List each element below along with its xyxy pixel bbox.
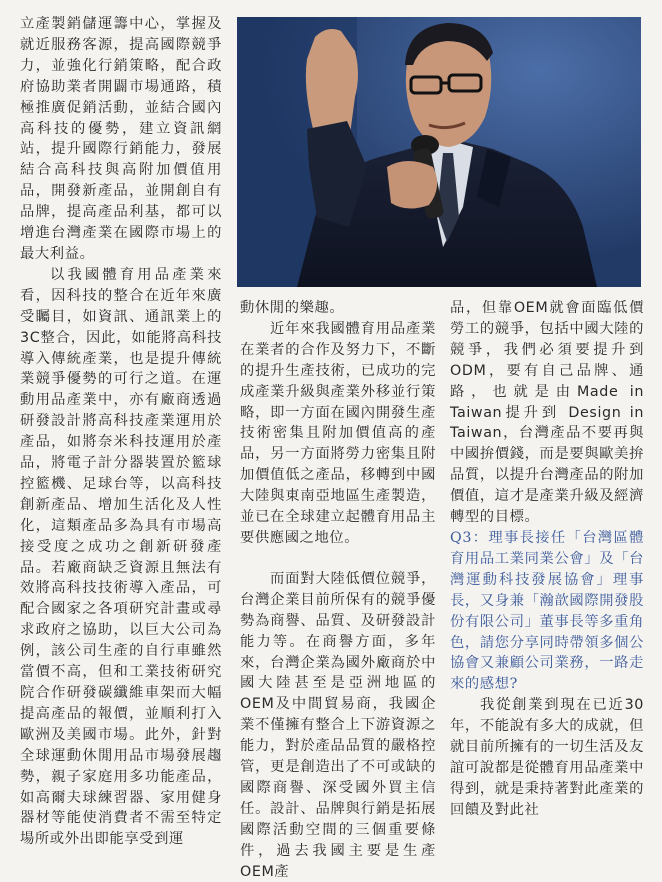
text-column-3: [450, 298, 644, 821]
text-column-2: [240, 298, 436, 882]
paragraph: 近年來我國體育用品產業在業者的合作及努力下，不斷的提升生產技術，已成功的完成產業升級與產業外移並行策略，即一方面在國內開發生產技術密集且附加價值高的產品，另一方面將勞力密集且附加價值低之產品，移轉到中國大陸與東南亞地區生產製造，並已在全球建立起體育用品主要供應國之地位。: [240, 320, 436, 546]
speaker-photo: [237, 17, 641, 287]
paragraph: 以我國體育用品產業來看，因科技的整合在近年來廣受矚目，如資訊、通訊業上的3C整合，因此，如能將高科技導入傳統產業，也是提升傳統業競爭優勢的可行之道。在運動用品產業中，亦有廠商透過研發設計將高科技產業運用於產品，如將奈米科技運用於產品，將電子計分器裝置於籃球控籃機、足球台等，以高科技創新產品、增加生活化及人性化，這類產品多為具有市場高接受度之成功之創新研發產品。若廠商缺乏資源且無法有效將高科技技術導入產品，可配合國家之各項研究計畫或尋求政府之協助，以巨大公司為例，該公司生產的自行車雖然當價不高，但和工業技術研究院合作研發碳纖維車架而大幅提高產品的報價，並順利打入歐洲及美國市場。此外，針對全球運動休閒用品市場發展趨勢，親子家庭用多功能產品，如高爾夫球練習器、家用健身器材等能使消費者不需至特定場所或外出即能享受到運: [20, 266, 222, 848]
paragraph: 而面對大陸低價位競爭，台灣企業目前所保有的競爭優勢為商譽、品質、及研發設計能力等。在商譽方面，多年來，台灣企業為國外廠商於中國大陸甚至是亞洲地區的OEM及中間貿易商，我國企業不僅擁有整合上下游資源之能力，對於產品品質的嚴格控管，更是創造出了不可或缺的國際商譽、深受國外買主信任。設計、品牌與行銷是拓展國際活動空間的三個重要條件，過去我國主要是生產OEM產: [240, 570, 436, 880]
interview-question: Q3：理事長接任「台灣區體育用品工業同業公會」及「台灣運動科技發展協會」理事長，又身兼「瀚歆國際開發股份有限公司」董事長等多重角色，請您分享同時帶領多個公協會又兼顧公司業務，一路走來的感想?: [450, 529, 644, 693]
paragraph: 動休閒的樂趣。: [240, 300, 345, 316]
text-column-1: [20, 14, 222, 850]
paragraph: 立產製銷儲運籌中心，掌握及就近服務客源，提高國際競爭力，並強化行銷策略，配合政府協助業者開闢市場通路，積極推廣促銷活動，並結合國內高科技的優勢，建立資訊網站，提升國際行銷能力，發展結合高科技與高附加價值用品，開發新產品，並開創自有品牌，提高產品利基，都可以增進台灣產業在國際市場上的最大利益。: [20, 16, 222, 262]
speaker-illustration: [237, 17, 641, 287]
paragraph: 品，但靠OEM就會面臨低價勞工的競爭，包括中國大陸的競爭，我們必須要提升到ODM，要有自己品牌、通路，也就是由Made in Taiwan提升到 Design in Taiwan，台灣產品不要再與中國拚價錢，而是要與歐美拚品質，以提升台灣產品的附加價值，這才是產業升級及經濟轉型的目標。: [450, 300, 644, 526]
paragraph: 我從創業到現在已近30年，不能說有多大的成就，但就目前所擁有的一切生活及友誼可說都是從體育用品產業中得到，就是秉持著對此產業的回饋及對此社: [450, 697, 644, 818]
